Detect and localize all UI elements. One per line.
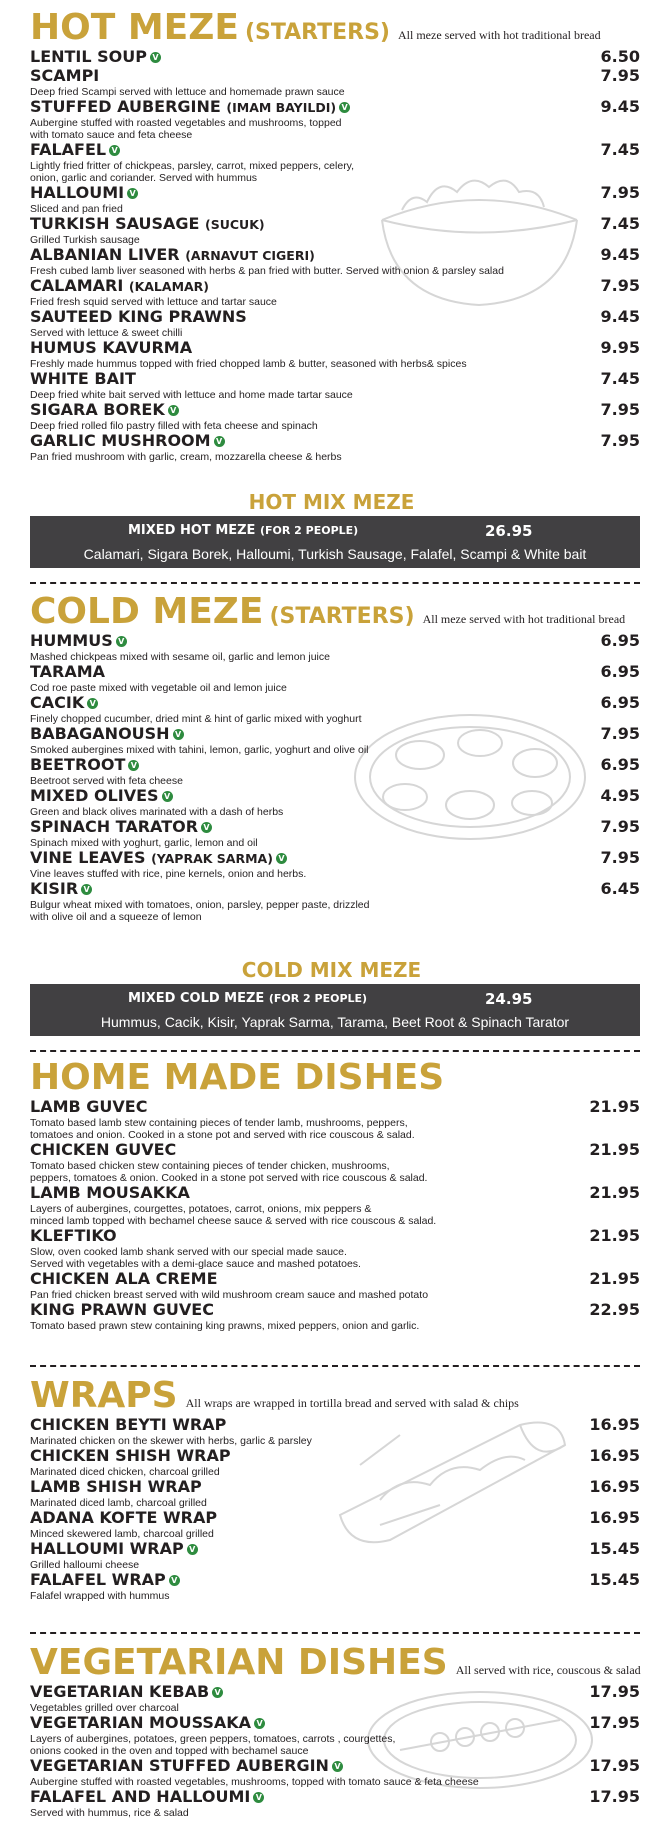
item-price: 17.95: [589, 1682, 640, 1701]
item-name: [30, 308, 247, 325]
menu-item: [30, 1571, 640, 1602]
hot-mix-box: [30, 516, 640, 568]
item-description: Layers of aubergines, courgettes, potatoes, carrot, onions, mix peppers &: [30, 1203, 372, 1215]
item-price: 16.95: [589, 1477, 640, 1496]
item-name: [30, 1683, 223, 1700]
item-price: 9.95: [600, 338, 640, 357]
menu-item: [30, 818, 640, 849]
item-name-text: TARAMA: [30, 662, 106, 681]
item-price: 16.95: [589, 1508, 640, 1527]
item-name: [30, 401, 179, 418]
vegetarian-icon: V: [214, 436, 225, 447]
menu-item: [30, 756, 640, 787]
cold-mix-desc: Hummus, Cacik, Kisir, Yaprak Sarma, Tarama, Beet Root & Spinach Tarator: [100, 1014, 570, 1030]
item-description: Deep fried white bait served with lettuce and home made tartar sauce: [30, 389, 353, 401]
item-description: Pan fried mushroom with garlic, cream, mozzarella cheese & herbs: [30, 451, 342, 463]
item-name-text: KISIR: [30, 879, 79, 898]
item-name: [30, 215, 265, 233]
menu-item: [30, 141, 640, 184]
item-description: Served with lettuce & sweet chilli: [30, 327, 183, 339]
item-description: Vegetables grilled over charcoal: [30, 1702, 179, 1714]
item-price: 7.45: [600, 140, 640, 159]
menu-item: [30, 1447, 640, 1478]
item-name-text: SCAMPI: [30, 66, 100, 85]
item-name: [30, 880, 92, 897]
item-name: [30, 1571, 180, 1588]
item-price: 22.95: [589, 1300, 640, 1319]
menu-item: [30, 1141, 640, 1184]
vegetarian-icon: V: [109, 145, 120, 156]
item-description: Deep fried Scampi served with lettuce and homemade prawn sauce: [30, 86, 345, 98]
cold-mix-name-small: (FOR 2 PEOPLE): [268, 992, 368, 1005]
menu-item: [30, 663, 640, 694]
menu-item: [30, 694, 640, 725]
menu-item: [30, 67, 640, 98]
vegetarian-section: [30, 1643, 640, 1819]
item-description: Spinach mixed with yoghurt, garlic, lemon and oil: [30, 837, 258, 849]
vegetarian-icon: V: [201, 822, 212, 833]
item-description: Fried fresh squid served with lettuce and tartar sauce: [30, 296, 277, 308]
hot-meze-note: All meze served with hot traditional bread: [398, 28, 601, 42]
wraps-note: All wraps are wrapped in tortilla bread and served with salad & chips: [185, 1396, 519, 1410]
item-price: 21.95: [589, 1269, 640, 1288]
item-description: Bulgur wheat mixed with tomatoes, onion, parsley, pepper paste, drizzled: [30, 899, 370, 911]
hot-meze-list: [30, 48, 640, 463]
hot-meze-heading: [30, 8, 640, 48]
cold-mix-name-text: MIXED COLD MEZE: [128, 991, 265, 1006]
vegetarian-icon: V: [87, 698, 98, 709]
item-description: Finely chopped cucumber, dried mint & hint of garlic mixed with yoghurt: [30, 713, 362, 725]
item-description: Vine leaves stuffed with rice, pine kernels, onion and herbs.: [30, 868, 307, 880]
item-name-text: SPINACH TARATOR: [30, 817, 199, 836]
item-name: [30, 1227, 117, 1244]
item-name: [30, 246, 315, 264]
vegetarian-icon: V: [173, 729, 184, 740]
wraps-list: [30, 1416, 640, 1602]
item-price: 7.95: [600, 400, 640, 419]
wraps-title: WRAPS: [30, 1375, 178, 1416]
item-name-text: CHICKEN GUVEC: [30, 1140, 177, 1159]
item-name-text: CHICKEN SHISH WRAP: [30, 1446, 231, 1465]
item-description: with tomato sauce and feta cheese: [30, 129, 193, 141]
item-description: Smoked aubergines mixed with tahini, lemon, garlic, yoghurt and olive oil: [30, 744, 369, 756]
item-description: Fresh cubed lamb liver seasoned with herbs & pan fried with butter. Served with onion & parsley salad: [30, 265, 504, 277]
menu-item: [30, 184, 640, 215]
item-name: [30, 1141, 176, 1158]
menu-item: [30, 1416, 640, 1447]
hot-meze-subtitle: (STARTERS): [244, 20, 390, 45]
home-made-title: HOME MADE DISHES: [30, 1057, 445, 1098]
cold-meze-heading: [30, 592, 640, 632]
item-name-text: WHITE BAIT: [30, 369, 136, 388]
item-name-text: FALAFEL AND HALLOUMI: [30, 1787, 251, 1806]
vegetarian-icon: V: [162, 791, 173, 802]
item-name: [30, 818, 212, 835]
vegetarian-title: VEGETARIAN DISHES: [30, 1642, 448, 1683]
menu-item: [30, 339, 640, 370]
item-name: [30, 98, 350, 116]
item-name-text: CACIK: [30, 693, 85, 712]
item-name: [30, 1301, 214, 1318]
item-price: 7.95: [600, 276, 640, 295]
item-name-detail: (KALAMAR): [128, 279, 210, 294]
hot-mix-title: HOT MIX MEZE: [248, 490, 415, 514]
menu-item: [30, 1683, 640, 1714]
item-description: Aubergine stuffed with roasted vegetables, mushrooms, topped with tomato sauce & feta cheese: [30, 1776, 479, 1788]
item-price: 7.95: [600, 817, 640, 836]
item-name-detail: (YAPRAK SARMA): [151, 851, 273, 866]
menu-item: [30, 98, 640, 141]
vegetarian-icon: V: [212, 1687, 223, 1698]
menu-item: [30, 1757, 640, 1788]
item-price: 6.95: [600, 662, 640, 681]
item-description: Cod roe paste mixed with vegetable oil and lemon juice: [30, 682, 287, 694]
item-description: tomatoes and onion. Cooked in a stone pot and served with rice couscous & salad.: [30, 1129, 415, 1141]
hot-mix-name-small: (FOR 2 PEOPLE): [259, 524, 359, 537]
menu-item: [30, 432, 640, 463]
menu-item: [30, 1540, 640, 1571]
vegetarian-icon: V: [169, 1575, 180, 1586]
item-name: [30, 849, 287, 867]
menu-item: [30, 632, 640, 663]
item-description: Mashed chickpeas mixed with sesame oil, garlic and lemon juice: [30, 651, 330, 663]
item-description: Slow, oven cooked lamb shank served with our special made sauce.: [30, 1246, 347, 1258]
hot-meze-title: HOT MEZE: [30, 7, 239, 48]
cold-meze-list: [30, 632, 640, 923]
item-name: [30, 756, 139, 773]
item-name-text: KLEFTIKO: [30, 1226, 117, 1245]
menu-item: [30, 401, 640, 432]
item-name-text: KING PRAWN GUVEC: [30, 1300, 214, 1319]
item-name-text: HUMUS KAVURMA: [30, 338, 193, 357]
vegetarian-icon: V: [187, 1544, 198, 1555]
item-price: 6.45: [600, 879, 640, 898]
item-name: [30, 1416, 226, 1433]
item-description: Green and black olives marinated with a dash of herbs: [30, 806, 284, 818]
wraps-heading: [30, 1376, 640, 1416]
menu-item: [30, 1714, 640, 1757]
item-price: 6.50: [600, 47, 640, 66]
cold-mix-name: [128, 991, 367, 1006]
item-price: 16.95: [589, 1415, 640, 1434]
item-description: Grilled halloumi cheese: [30, 1559, 140, 1571]
item-name-detail: (ARNAVUT CIGERI): [185, 248, 315, 263]
menu-item: [30, 787, 640, 818]
menu-item: [30, 1227, 640, 1270]
item-description: peppers, tomatoes & onion. Cooked in a stone pot served with rice couscous & salad.: [30, 1172, 428, 1184]
item-name-text: FALAFEL WRAP: [30, 1570, 166, 1589]
hot-mix-price: 26.95: [485, 522, 533, 540]
item-name-text: LAMB MOUSAKKA: [30, 1183, 190, 1202]
item-price: 7.95: [600, 848, 640, 867]
item-price: 9.45: [600, 245, 640, 264]
item-name: [30, 1098, 147, 1115]
item-name: [30, 1447, 231, 1464]
item-description: Marinated diced lamb, charcoal grilled: [30, 1497, 207, 1509]
item-price: 6.95: [600, 631, 640, 650]
vegetarian-icon: V: [339, 102, 350, 113]
item-description: Aubergine stuffed with roasted vegetables and mushrooms, topped: [30, 117, 342, 129]
vegetarian-icon: V: [116, 636, 127, 647]
menu-item: [30, 277, 640, 308]
item-name-text: HALLOUMI: [30, 183, 125, 202]
item-name-text: BABAGANOUSH: [30, 724, 170, 743]
item-name: [30, 48, 161, 65]
vegetarian-icon: V: [168, 405, 179, 416]
item-price: 7.45: [600, 369, 640, 388]
item-name-text: VEGETARIAN MOUSSAKA: [30, 1713, 252, 1732]
item-description: minced lamb topped with bechamel cheese sauce & served with rice couscous & salad.: [30, 1215, 437, 1227]
vegetarian-icon: V: [254, 1718, 265, 1729]
item-name: [30, 67, 99, 84]
item-description: Layers of aubergines, potatoes, green peppers, tomatoes, carrots , courgettes,: [30, 1733, 396, 1745]
item-description: Marinated chicken on the skewer with herbs, garlic & parsley: [30, 1435, 312, 1447]
item-price: 15.45: [589, 1539, 640, 1558]
item-description: Served with hummus, rice & salad: [30, 1807, 189, 1819]
item-price: 17.95: [589, 1713, 640, 1732]
item-name-text: GARLIC MUSHROOM: [30, 431, 211, 450]
item-price: 7.95: [600, 431, 640, 450]
item-name-text: HALLOUMI WRAP: [30, 1539, 184, 1558]
cold-meze-subtitle: (STARTERS): [269, 604, 415, 629]
item-description: Beetroot served with feta cheese: [30, 775, 183, 787]
item-price: 7.95: [600, 724, 640, 743]
item-description: Freshly made hummus topped with fried chopped lamb & butter, seasoned with herbs& spices: [30, 358, 467, 370]
menu-item: [30, 308, 640, 339]
hot-mix-name: [128, 523, 358, 538]
item-name-text: TURKISH SAUSAGE: [30, 214, 200, 233]
item-description: Tomato based lamb stew containing pieces of tender lamb, mushrooms, peppers,: [30, 1117, 408, 1129]
vegetarian-icon: V: [150, 52, 161, 63]
item-description: Marinated diced chicken, charcoal grilled: [30, 1466, 220, 1478]
item-name: [30, 141, 120, 158]
item-name: [30, 663, 105, 680]
menu-item: [30, 1788, 640, 1819]
item-price: 6.95: [600, 693, 640, 712]
item-name: [30, 432, 225, 449]
item-name: [30, 1509, 217, 1526]
menu-item: [30, 849, 640, 880]
item-price: 17.95: [589, 1787, 640, 1806]
vegetarian-icon: V: [128, 760, 139, 771]
vegetarian-icon: V: [332, 1761, 343, 1772]
item-description: Lightly fried fritter of chickpeas, parsley, carrot, mixed peppers, celery,: [30, 160, 355, 172]
item-name-text: BEETROOT: [30, 755, 126, 774]
item-name-text: MIXED OLIVES: [30, 786, 159, 805]
item-description: Sliced and pan fried: [30, 203, 123, 215]
item-name-text: SIGARA BOREK: [30, 400, 165, 419]
hot-mix-name-text: MIXED HOT MEZE: [128, 523, 256, 538]
item-name-text: CHICKEN BEYTI WRAP: [30, 1415, 227, 1434]
item-name: [30, 277, 209, 295]
menu-item: [30, 1509, 640, 1540]
item-price: 7.45: [600, 214, 640, 233]
cold-mix-title: COLD MIX MEZE: [241, 958, 422, 982]
menu-item: [30, 215, 640, 246]
section-divider: [30, 582, 640, 584]
item-price: 9.45: [600, 97, 640, 116]
cold-mix-box: [30, 984, 640, 1036]
item-name: [30, 184, 138, 201]
vegetarian-heading: [30, 1643, 640, 1683]
item-price: 6.95: [600, 755, 640, 774]
item-description: Deep fried rolled filo pastry filled with feta cheese and spinach: [30, 420, 318, 432]
item-name: [30, 1478, 202, 1495]
item-price: 21.95: [589, 1097, 640, 1116]
item-description: Grilled Turkish sausage: [30, 234, 140, 246]
cold-meze-title: COLD MEZE: [30, 591, 264, 632]
item-name: [30, 1714, 265, 1731]
section-divider: [30, 1632, 640, 1634]
item-description: Served with vegetables with a demi-glace sauce and mashed potatoes.: [30, 1258, 361, 1270]
item-description: Minced skewered lamb, charcoal grilled: [30, 1528, 214, 1540]
item-description: onion, garlic and coriander. Served with hummus: [30, 172, 258, 184]
item-name-text: LAMB SHISH WRAP: [30, 1477, 202, 1496]
section-divider: [30, 1050, 640, 1052]
menu-item: [30, 1478, 640, 1509]
item-name: [30, 694, 98, 711]
item-name-text: VEGETARIAN KEBAB: [30, 1682, 210, 1701]
menu-item: [30, 246, 640, 277]
item-description: onions cooked in the oven and topped with bechamel sauce: [30, 1745, 309, 1757]
item-price: 7.95: [600, 66, 640, 85]
item-name: [30, 1757, 343, 1774]
menu-item: [30, 370, 640, 401]
item-name: [30, 1788, 264, 1805]
vegetarian-icon: V: [253, 1792, 264, 1803]
item-name: [30, 1540, 198, 1557]
item-name-text: VINE LEAVES: [30, 848, 146, 867]
item-description: Tomato based chicken stew containing pieces of tender chicken, mushrooms,: [30, 1160, 390, 1172]
item-name-text: STUFFED AUBERGINE: [30, 97, 221, 116]
menu-item: [30, 48, 640, 67]
vegetarian-icon: V: [81, 884, 92, 895]
menu-item: [30, 725, 640, 756]
item-name-text: SAUTEED KING PRAWNS: [30, 307, 247, 326]
vegetarian-icon: V: [127, 188, 138, 199]
item-name: [30, 339, 192, 356]
item-name-text: ALBANIAN LIVER: [30, 245, 180, 264]
vegetarian-icon: V: [276, 853, 287, 864]
item-name-text: CHICKEN ALA CREME: [30, 1269, 218, 1288]
item-price: 21.95: [589, 1183, 640, 1202]
item-name-text: ADANA KOFTE WRAP: [30, 1508, 218, 1527]
item-description: with olive oil and a squeeze of lemon: [30, 911, 202, 923]
item-price: 21.95: [589, 1140, 640, 1159]
item-name: [30, 1184, 190, 1201]
wraps-section: [30, 1376, 640, 1602]
item-name: [30, 1270, 218, 1287]
menu-item: [30, 1301, 640, 1332]
item-name-text: VEGETARIAN STUFFED AUBERGIN: [30, 1756, 329, 1775]
item-name-detail: (IMAM BAYILDI): [226, 100, 337, 115]
vegetarian-list: [30, 1683, 640, 1819]
item-description: Pan fried chicken breast served with wild mushroom cream sauce and mashed potato: [30, 1289, 429, 1301]
hot-mix-desc: Calamari, Sigara Borek, Halloumi, Turkish Sausage, Falafel, Scampi & White bait: [83, 546, 587, 562]
hot-meze-section: [30, 8, 640, 463]
menu-item: [30, 880, 640, 923]
item-name-text: HUMMUS: [30, 631, 113, 650]
item-name-detail: (SUCUK): [205, 217, 265, 232]
menu-item: [30, 1184, 640, 1227]
item-price: 4.95: [600, 786, 640, 805]
item-description: Tomato based prawn stew containing king prawns, mixed peppers, onion and garlic.: [30, 1320, 420, 1332]
cold-meze-note: All meze served with hot traditional bread: [422, 612, 626, 626]
item-price: 16.95: [589, 1446, 640, 1465]
item-description: Falafel wrapped with hummus: [30, 1590, 170, 1602]
home-made-heading: [30, 1058, 640, 1098]
item-name-text: LAMB GUVEC: [30, 1097, 148, 1116]
menu-item: [30, 1270, 640, 1301]
item-name: [30, 370, 136, 387]
cold-mix-price: 24.95: [485, 990, 533, 1008]
section-divider: [30, 1365, 640, 1367]
cold-meze-section: [30, 592, 640, 923]
item-name-text: LENTIL SOUP: [30, 47, 147, 66]
item-name: [30, 725, 184, 742]
home-made-section: [30, 1058, 640, 1332]
item-price: 21.95: [589, 1226, 640, 1245]
item-price: 17.95: [589, 1756, 640, 1775]
item-name-text: CALAMARI: [30, 276, 124, 295]
item-price: 15.45: [589, 1570, 640, 1589]
item-name-text: FALAFEL: [30, 140, 107, 159]
item-name: [30, 632, 127, 649]
vegetarian-note: All served with rice, couscous & salad: [455, 1663, 641, 1677]
item-price: 7.95: [600, 183, 640, 202]
item-price: 9.45: [600, 307, 640, 326]
item-name: [30, 787, 173, 804]
menu-item: [30, 1098, 640, 1141]
home-made-list: [30, 1098, 640, 1332]
